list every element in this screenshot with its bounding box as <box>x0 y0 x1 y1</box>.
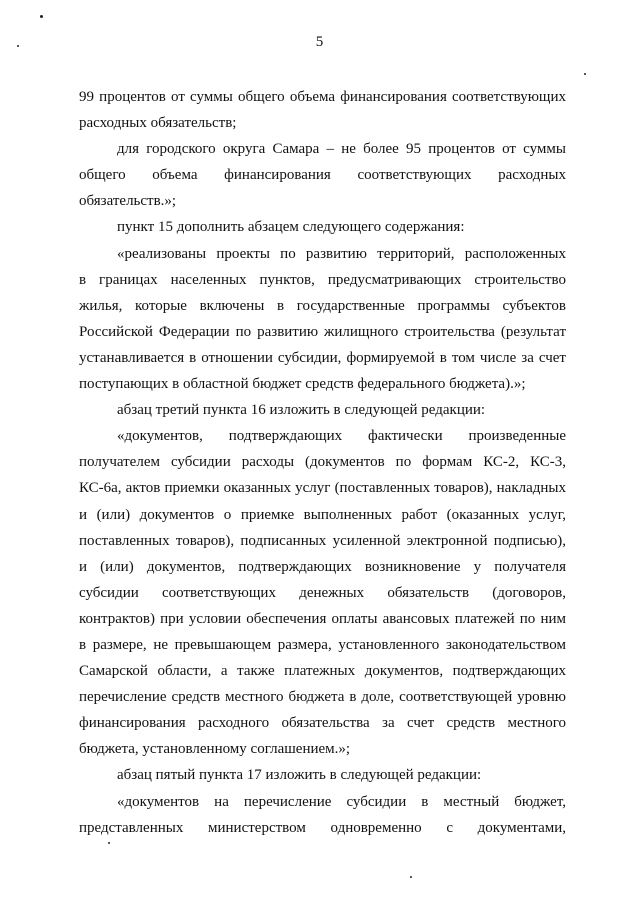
text-line: Самарской области, а также платежных документов, подтверждающих <box>79 663 566 680</box>
text-line: 99 процентов от суммы общего объема финансирования соответствующих <box>79 89 566 105</box>
text-line: финансирования расходного обязательства за счет средств местного <box>79 715 566 732</box>
text-line: контрактов) при условии обеспечения оплаты авансовых платежей по ним <box>79 610 566 627</box>
text-line: «документов, подтверждающих фактически произведенные <box>117 428 566 445</box>
text-line: Российской Федерации по развитию жилищного строительства (результат <box>79 323 566 340</box>
scan-speck <box>17 45 19 47</box>
text-line: поступающих в областной бюджет средств федерального бюджета).»; <box>79 376 526 393</box>
scan-speck <box>108 842 110 844</box>
text-line: абзац третий пункта 16 изложить в следующей редакции: <box>117 402 486 419</box>
text-line: поставленных товаров), подписанных усиленной электронной подписью), <box>79 532 566 549</box>
text-line: устанавливается в отношении субсидии, формируемой в том числе за счет <box>79 349 566 366</box>
text-line: абзац пятый пункта 17 изложить в следующей редакции: <box>117 767 482 784</box>
text-line: получателем субсидии расходы (документов по формам КС-2, КС-3, <box>79 454 566 471</box>
text-line: пункт 15 дополнить абзацем следующего содержания: <box>117 219 465 236</box>
text-line: перечисление средств местного бюджета в доле, соответствующей уровню <box>79 689 566 706</box>
text-line: «реализованы проекты по развитию территорий, расположенных <box>117 245 566 262</box>
text-line: обязательств.»; <box>79 193 177 210</box>
text-line: общего объема финансирования соответствующих расходных <box>79 167 566 184</box>
text-line: для городского округа Самара – не более 95 процентов от суммы <box>117 141 566 158</box>
text-line: КС-6а, актов приемки оказанных услуг (поставленных товаров), накладных <box>79 480 566 497</box>
text-line: представленных министерством одновременно с документами, <box>79 819 566 836</box>
scan-speck <box>410 876 412 878</box>
text-line: расходных обязательств; <box>79 115 237 132</box>
text-line: и (или) документов, подтверждающих возникновение у получателя <box>79 558 566 575</box>
text-line: субсидии соответствующих денежных обязательств (договоров, <box>79 584 566 601</box>
text-line: жилья, которые включены в государственные программы субъектов <box>79 297 566 314</box>
text-line: «документов на перечисление субсидии в местный бюджет, <box>117 793 566 810</box>
text-line: в границах населенных пунктов, предусматривающих строительство <box>79 271 566 288</box>
text-line: бюджета, установленному соглашением.»; <box>79 741 351 758</box>
text-line: и (или) документов о приемке выполненных работ (оказанных услуг, <box>79 506 566 523</box>
scan-speck <box>40 15 43 18</box>
text-line: в размере, не превышающем размера, установленного законодательством <box>79 636 566 653</box>
scan-speck <box>584 73 586 75</box>
document-body <box>79 84 566 841</box>
page-number: 5 <box>315 34 324 50</box>
